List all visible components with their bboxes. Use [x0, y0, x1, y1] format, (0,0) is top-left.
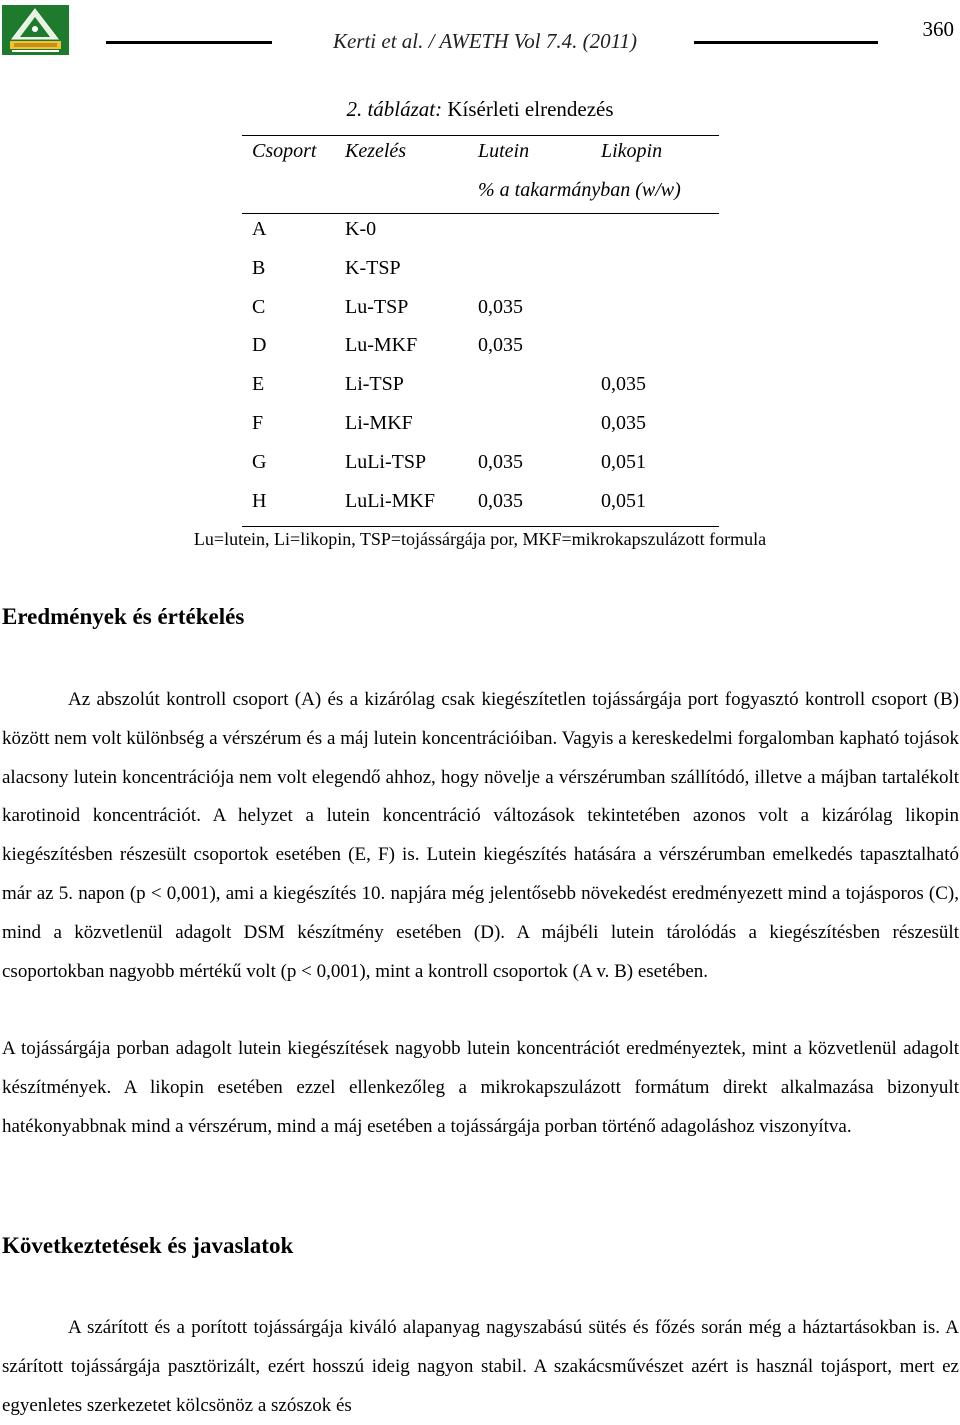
header-rule-right: [694, 41, 878, 44]
table-cell-treatment: LuLi-TSP: [345, 451, 427, 473]
table-footnote: Lu=lutein, Li=likopin, TSP=tojássárgája por, MKF=mikrokapszulázott formula: [193, 529, 767, 549]
aweth-journal-logo-icon: [2, 5, 69, 55]
table-caption-title: Kísérleti elrendezés: [447, 97, 614, 121]
table-cell-group: G: [252, 451, 267, 473]
table-cell-group: E: [252, 373, 265, 395]
table-cell-group: B: [252, 257, 266, 279]
page-number: 360: [922, 17, 954, 41]
column-header-group: Csoport: [252, 140, 317, 162]
header-rule-left: [106, 41, 272, 44]
results-paragraph-2: A tojássárgája porban adagolt lutein kiegészítések nagyobb lutein koncentrációt eredményeztek, mint a közvetlenül adagolt készítmények. A likopin esetében ezzel ellenkezőleg a mikrokapszulázott formátum direkt alkalmazása bizonyult hatékonyabbnak mind a vérszérum, mind a máj esetében a tojássárgája porban történő adagoláshoz viszonyítva.: [2, 1038, 959, 1137]
table-cell-treatment: K-0: [345, 218, 377, 240]
table-cell-group: H: [252, 490, 267, 512]
table-cell-treatment: Lu-MKF: [345, 334, 418, 356]
table-bottom-rule: [242, 526, 719, 527]
table-caption: [0, 97, 960, 122]
table-cell-treatment: Li-MKF: [345, 412, 413, 434]
table-cell-lutein: 0,035: [478, 451, 523, 473]
table-top-rule: [242, 135, 719, 136]
table-caption-label: 2. táblázat:: [346, 97, 443, 121]
table-cell-lutein: 0,035: [478, 296, 523, 318]
table-header-rule: [242, 213, 719, 214]
table-cell-lycopene: 0,051: [601, 451, 646, 473]
section-heading-results: Eredmények és értékelés: [2, 604, 245, 629]
page-header: [0, 0, 960, 70]
results-paragraph-1: Az abszolút kontroll csoport (A) és a kizárólag csak kiegészítetlen tojássárgája port fogyasztó kontroll csoport (B) között nem volt különbség a vérszérum és a máj lutein koncentrációiban. Vagyis a kereskedelmi forgalomban kapható tojások alacsony lutein koncentrációja nem volt elegendő ahhoz, hogy növelje a vérszérumban szállítódó, illetve a májban tartalékolt karotinoid koncentrációt. A helyzet a lutein koncentráció változások tekintetében azonos volt a kizárólag likopin kiegészítésben részesült csoportok esetében (E, F) is. Lutein kiegészítés hatására a vérszérumban emelkedés tapasztalható már az 5. napon (p < 0,001), ami a kiegészítés 10. napjára még jelentősebb növekedést eredményezett mind a tojásporos (C), mind a közvetlenül adagolt DSM készítmény esetében (D). A májbéli lutein tárolódás a kiegészítésben részesült csoportokban nagyobb mértékű volt (p < 0,001), mint a kontroll csoportok (A v. B) esetében.: [2, 689, 959, 982]
table-cell-group: D: [252, 334, 267, 356]
table-cell-treatment: Lu-TSP: [345, 296, 409, 318]
section-heading-conclusions: Következtetések és javaslatok: [2, 1233, 294, 1258]
column-header-lycopene: Likopin: [601, 140, 663, 162]
table-cell-group: C: [252, 296, 266, 318]
running-head: Kerti et al. / AWETH Vol 7.4. (2011): [332, 29, 638, 53]
column-header-treatment: Kezelés: [345, 140, 407, 162]
table-cell-lycopene: 0,035: [601, 373, 646, 395]
column-header-lutein: Lutein: [478, 140, 530, 162]
table-cell-lutein: 0,035: [478, 490, 523, 512]
table-cell-treatment: K-TSP: [345, 257, 401, 279]
table-cell-group: F: [252, 412, 264, 434]
column-header-unit: % a takarmányban (w/w): [478, 179, 681, 201]
table-cell-group: A: [252, 218, 267, 240]
table-cell-treatment: LuLi-MKF: [345, 490, 435, 512]
table-cell-lycopene: 0,035: [601, 412, 646, 434]
table-cell-lycopene: 0,051: [601, 490, 646, 512]
table-cell-treatment: Li-TSP: [345, 373, 404, 395]
table-cell-lutein: 0,035: [478, 334, 523, 356]
conclusions-paragraph-1: A szárított és a porított tojássárgája kiváló alapanyag nagyszabású sütés és főzés során még a háztartásokban is. A szárított tojássárgája pasztörizált, ezért hosszú ideig nagyon stabil. A szakácsművészet azért is használ tojásport, mert ez egyenletes szerkezetet kölcsönöz a szószok és: [2, 1317, 959, 1416]
